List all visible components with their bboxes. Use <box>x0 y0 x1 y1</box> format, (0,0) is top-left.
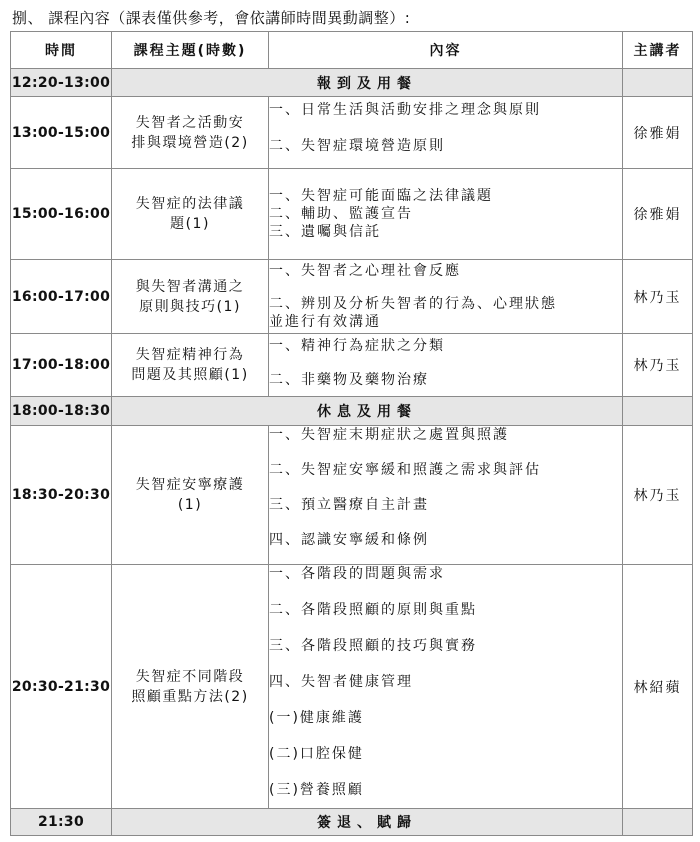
topic-line: 失智症精神行為 <box>135 347 245 363</box>
speaker-cell: 林乃玉 <box>623 334 693 397</box>
table-row <box>11 809 693 836</box>
topic-line: 原則與技巧(1) <box>139 298 241 315</box>
time-cell: 18:00-18:30 <box>11 397 112 426</box>
time-cell: 20:30-21:30 <box>11 565 112 809</box>
topic-line: 題(1) <box>170 216 210 232</box>
topic-line: 失智症安寧療護 <box>135 477 245 493</box>
content-cell <box>269 260 623 334</box>
topic-line: 排與環境營造(2) <box>131 134 249 151</box>
time-cell: 18:30-20:30 <box>11 426 112 565</box>
content-line: 一、日常生活與活動安排之理念與原則 <box>269 102 541 118</box>
time-cell: 21:30 <box>11 809 112 836</box>
table-row <box>11 169 693 260</box>
content-line: 二、各階段照顧的原則與重點 <box>269 602 477 618</box>
content-cell <box>269 97 623 169</box>
empty-cell <box>623 397 693 426</box>
content-line: 一、失智症末期症狀之處置與照護 <box>269 427 509 443</box>
content-line: 一、精神行為症狀之分類 <box>269 338 445 354</box>
topic-cell <box>112 169 269 260</box>
speaker-cell: 林乃玉 <box>623 426 693 565</box>
content-line: 四、認識安寧緩和條例 <box>269 532 429 548</box>
content-line: 三、遺囑與信託 <box>269 224 381 240</box>
header-speaker: 主講者 <box>623 32 693 69</box>
time-cell: 15:00-16:00 <box>11 169 112 260</box>
header-row <box>11 32 693 69</box>
schedule-table <box>10 31 693 836</box>
topic-cell <box>112 565 269 809</box>
span-cell: 簽退、賦歸 <box>112 809 623 836</box>
table-row <box>11 260 693 334</box>
content-line: (一)健康維護 <box>269 710 364 726</box>
header-time: 時間 <box>11 32 112 69</box>
empty-cell <box>623 809 693 836</box>
table-row <box>11 426 693 565</box>
content-line: (三)營養照顧 <box>269 782 364 798</box>
span-cell: 報到及用餐 <box>112 69 623 97</box>
table-row <box>11 97 693 169</box>
table-row <box>11 334 693 397</box>
content-line: (二)口腔保健 <box>269 746 364 762</box>
content-line: 二、非藥物及藥物治療 <box>269 372 429 388</box>
topic-line: 問題及其照顧(1) <box>131 367 249 383</box>
topic-line: 失智症的法律議 <box>135 196 245 212</box>
content-line: 二、輔助、監護宣告 <box>269 206 413 222</box>
topic-line: 失智者之活動安 <box>135 114 245 131</box>
topic-cell <box>112 334 269 397</box>
empty-cell <box>623 69 693 97</box>
topic-line: (1) <box>177 497 203 513</box>
content-line: 二、辨別及分析失智者的行為、心理狀態 <box>269 296 557 312</box>
section-heading: 捌、 課程內容（課表僅供參考，會依講師時間異動調整）: <box>12 9 411 27</box>
content-line: 一、失智症可能面臨之法律議題 <box>269 188 493 204</box>
header-content: 內容 <box>269 32 623 69</box>
content-cell <box>269 334 623 397</box>
content-line: 四、失智者健康管理 <box>269 674 413 690</box>
topic-cell <box>112 97 269 169</box>
time-cell: 16:00-17:00 <box>11 260 112 334</box>
time-cell: 13:00-15:00 <box>11 97 112 169</box>
header-topic: 課程主題(時數) <box>112 32 269 69</box>
topic-line: 失智症不同階段 <box>135 668 245 685</box>
content-line: 二、失智症環境營造原則 <box>269 138 445 154</box>
time-cell: 12:20-13:00 <box>11 69 112 97</box>
content-cell <box>269 169 623 260</box>
table-row <box>11 69 693 97</box>
span-cell: 休息及用餐 <box>112 397 623 426</box>
table-row <box>11 565 693 809</box>
topic-cell <box>112 260 269 334</box>
time-cell: 17:00-18:00 <box>11 334 112 397</box>
content-line: 二、失智症安寧緩和照護之需求與評估 <box>269 462 541 478</box>
speaker-cell: 林乃玉 <box>623 260 693 334</box>
topic-line: 與失智者溝通之 <box>135 278 245 295</box>
speaker-cell: 林紹蘋 <box>623 565 693 809</box>
content-cell <box>269 565 623 809</box>
topic-line: 照顧重點方法(2) <box>131 688 249 705</box>
content-line: 三、預立醫療自主計畫 <box>269 497 429 513</box>
content-cell <box>269 426 623 565</box>
speaker-cell: 徐雅娟 <box>623 97 693 169</box>
topic-cell <box>112 426 269 565</box>
content-line: 一、各階段的問題與需求 <box>269 566 445 582</box>
content-line: 一、失智者之心理社會反應 <box>269 263 461 279</box>
speaker-cell: 徐雅娟 <box>623 169 693 260</box>
content-line: 並進行有效溝通 <box>269 314 381 330</box>
content-line: 三、各階段照顧的技巧與實務 <box>269 638 477 654</box>
table-row <box>11 397 693 426</box>
